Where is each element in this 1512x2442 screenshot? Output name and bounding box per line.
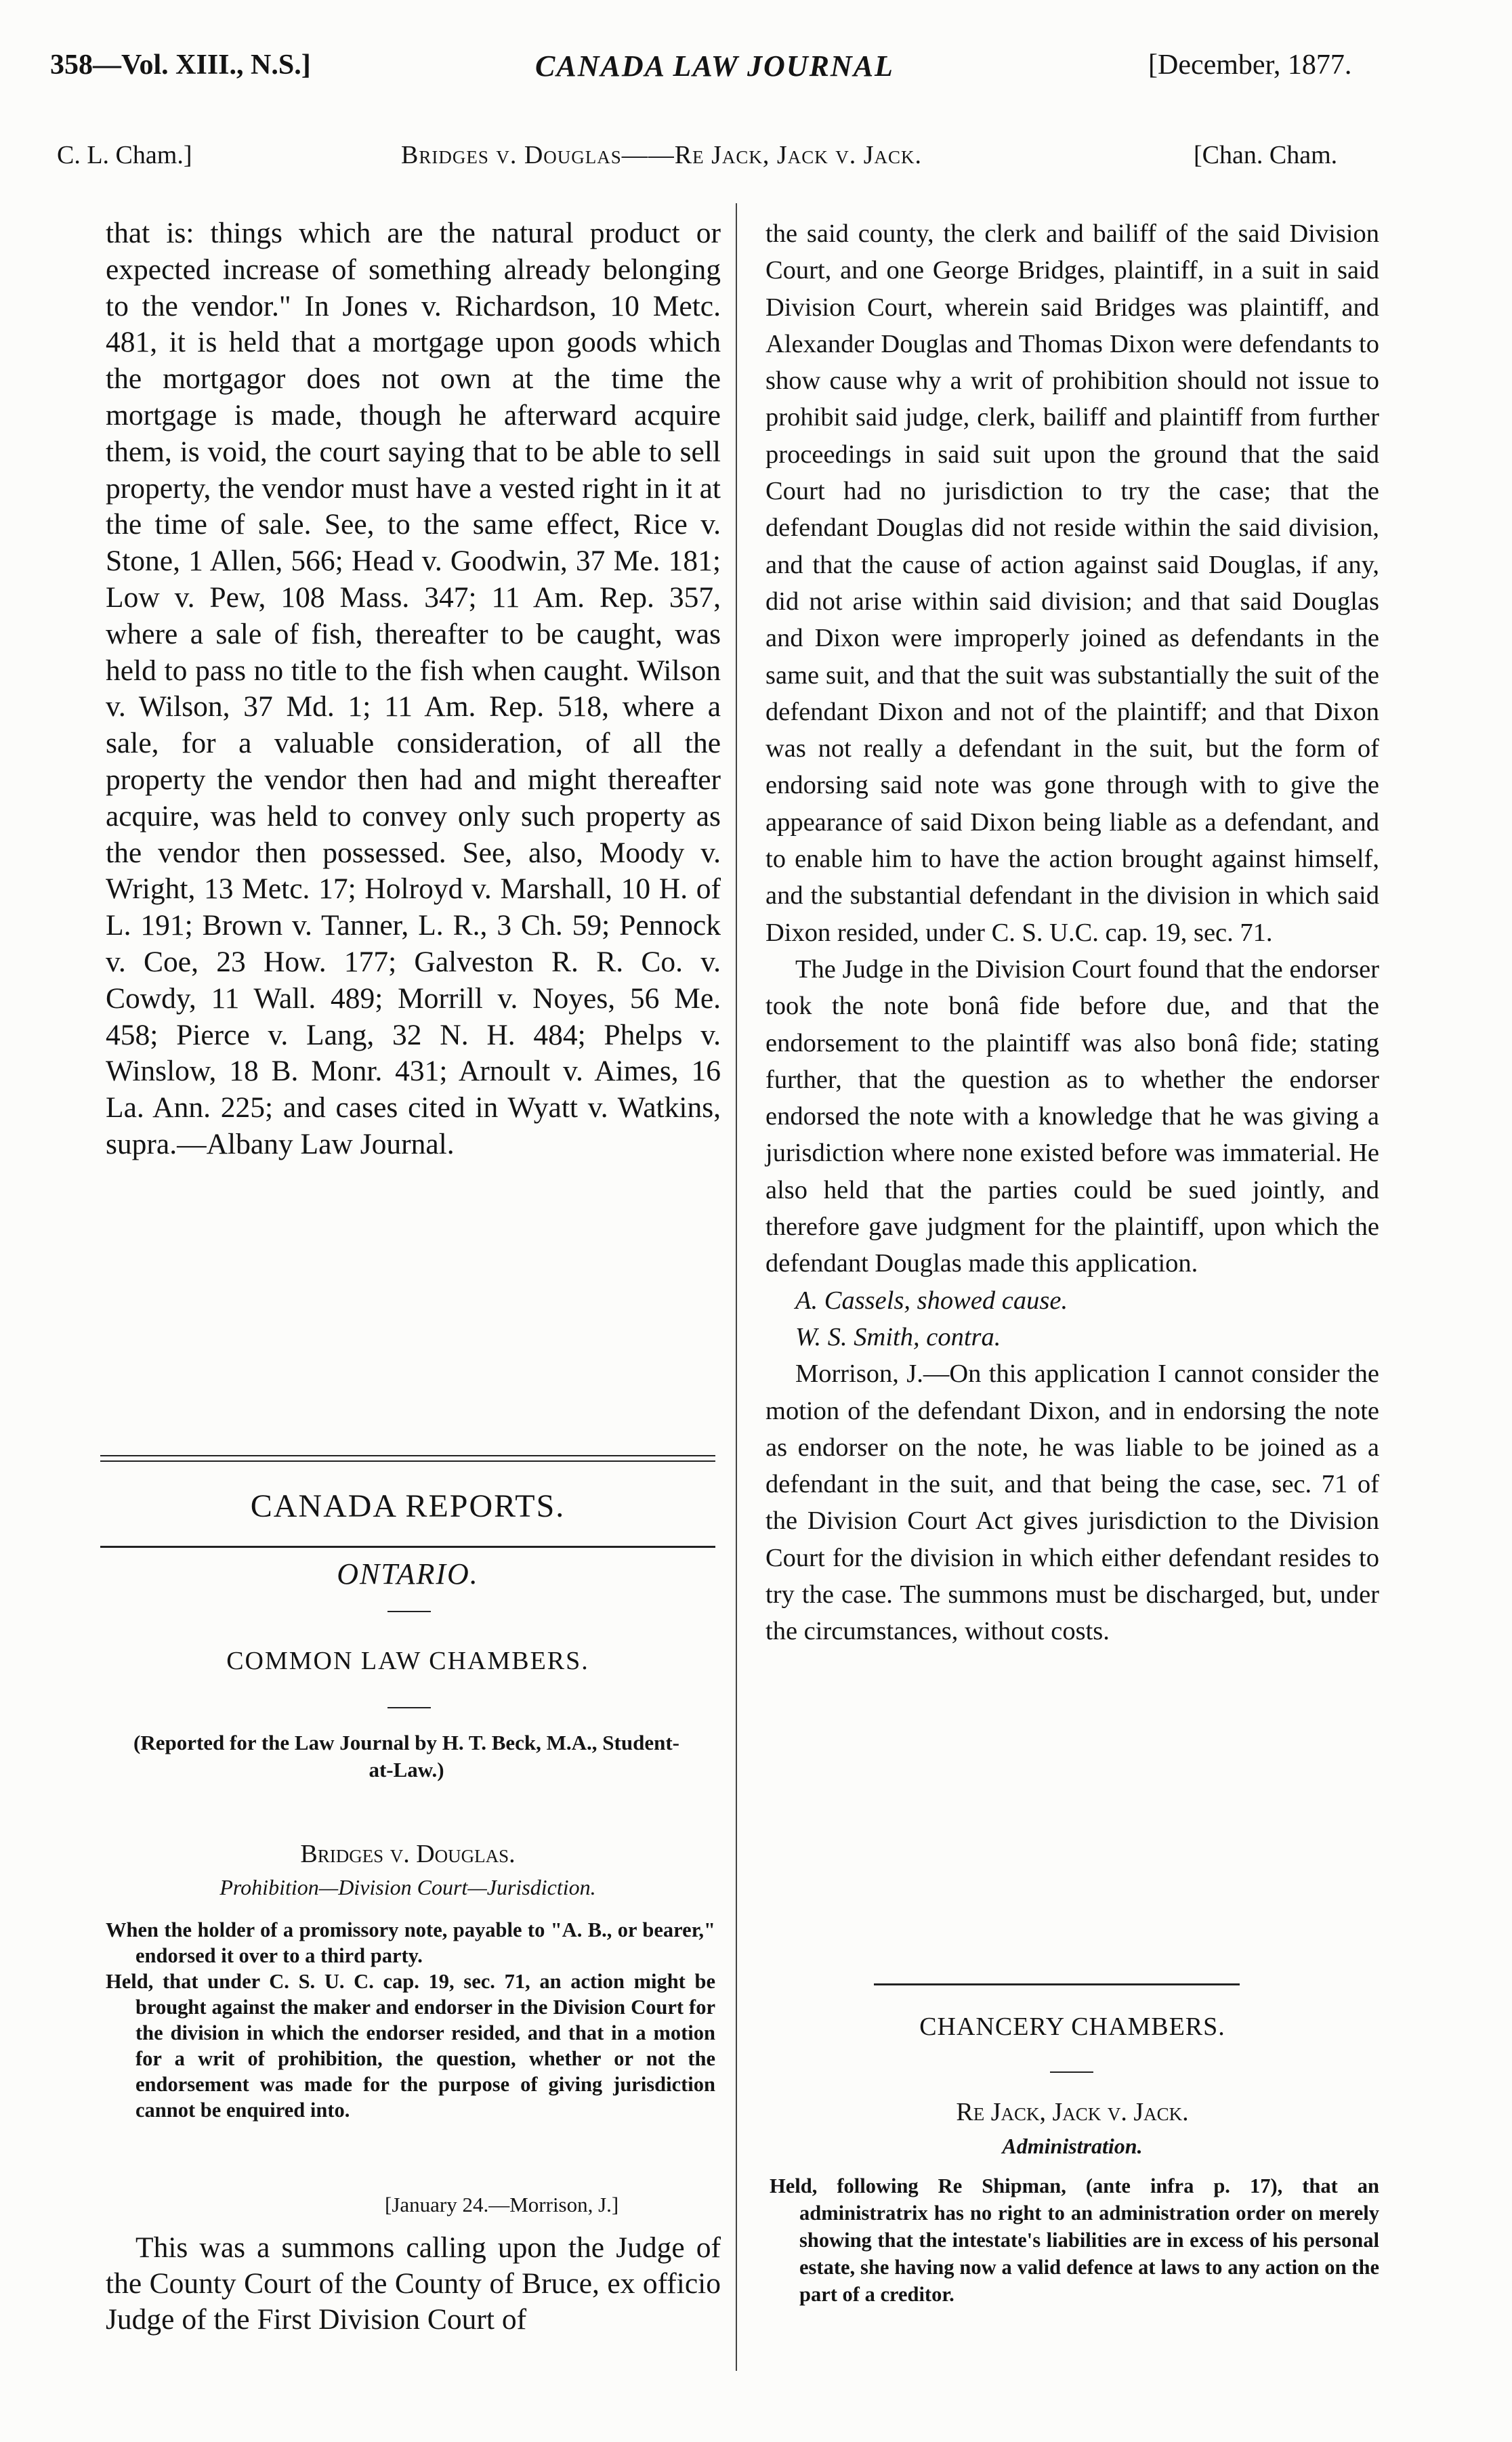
right-para-3: Morrison, J.—On this application I cannot consider the motion of the defendant Dixon, and in endorsing the note as endorser on the note, he was liable to be joined as a defendant in the suit, and that being the case, sec. 71 of the Division Court Act gives jurisdiction to the Division Court for the division in which either defendant resides to try the case. The summons must be discharged, but, under the circumstances, without costs. bbox=[765, 1360, 1379, 1646]
counsel-cassels: A. Cassels, showed cause. bbox=[795, 1286, 1068, 1315]
case-title-bridges: Bridges v. Douglas. bbox=[300, 1840, 516, 1868]
case-title-jack: Re Jack, Jack v. Jack. bbox=[956, 2098, 1189, 2126]
subheader-right: [Chan. Cham. bbox=[1194, 141, 1338, 169]
jack-headnote-text: Held, following Re Shipman, (ante infra p. 17), that an administratrix has no right to an administration order on merely showing that the intestate's liabilities are in excess of his personal estate, she having now a valid defence at laws to any action on the part of a creditor. bbox=[770, 2174, 1379, 2306]
right-para-1: the said county, the clerk and bailiff of the said Division Court, and one George Bridges, plaintiff, in a suit in said Division Court, wherein said Bridges was plaintiff, and Alexander Douglas and Thomas Dixon were defendants to show cause why a writ of prohibition should not issue to prohibit said judge, clerk, bailiff and plaintiff from further proceedings in said suit upon the ground that the said Court had no jurisdiction to try the case; that the defendant Douglas did not reside within the said division, and that the cause of action against said Douglas, if any, did not arise within said division; and that said Douglas and Dixon were improperly joined as defendants in the same suit, and that the suit was substantially the suit of the defendant Dixon and not of the plaintiff; and that Dixon was not really a defendant in the suit, but the form of endorsing said note was gone through with to give the appearance of said Dixon being liable as a defendant, and to enable him to have the action brought against himself, and the substantial defendant in the division in which said Dixon resided, under C. S. U.C. cap. 19, sec. 71. bbox=[765, 219, 1379, 947]
section-rule-double bbox=[100, 1455, 715, 1456]
canada-reports-heading: CANADA REPORTS. bbox=[250, 1488, 566, 1524]
counsel-smith: W. S. Smith, contra. bbox=[795, 1322, 1001, 1351]
section-rule-double-2 bbox=[100, 1460, 715, 1462]
column-divider bbox=[736, 203, 737, 2371]
headnote-2: Held, that under C. S. U. C. cap. 19, sec. 71, an action might be brought against the maker and endorser in the Division Court for the division in which the endorser resided, and that in a motion for a writ of prohibition, the question, whether or not the endorsement was made for the purpose of giving jurisdiction cannot be enquired into. bbox=[106, 1970, 715, 2122]
jack-headnote bbox=[770, 2172, 1379, 2308]
case-caption: Bridges v. Douglas——Re Jack, Jack v. Jack. bbox=[401, 141, 923, 169]
running-header-left: 358—Vol. XIII., N.S.] bbox=[50, 49, 311, 81]
body-start-text: This was a summons calling upon the Judge of the County Court of the County of Bruce, ex officio Judge of the First Division Court of bbox=[106, 2231, 721, 2336]
rule-below-heading bbox=[100, 1546, 715, 1548]
court-heading: COMMON LAW CHAMBERS. bbox=[226, 1647, 589, 1675]
right-column-text bbox=[765, 215, 1379, 1650]
reporter-note: (Reported for the Law Journal by H. T. Beck, M.A., Student-at-Law.) bbox=[133, 1731, 679, 1782]
running-header-date: [December, 1877. bbox=[1148, 49, 1352, 81]
rule-short-2 bbox=[387, 1707, 431, 1708]
subheader-left: C. L. Cham.] bbox=[57, 141, 192, 169]
left-column-quote bbox=[106, 215, 721, 1163]
date-line: [January 24.—Morrison, J.] bbox=[385, 2193, 619, 2216]
province-heading: ONTARIO. bbox=[337, 1557, 479, 1591]
rule-short-1 bbox=[387, 1611, 431, 1612]
headnote-1: When the holder of a promissory note, payable to "A. B., or bearer," endorsed it over to a third party. bbox=[106, 1918, 715, 1967]
journal-title: CANADA LAW JOURNAL bbox=[535, 49, 894, 83]
body-start bbox=[106, 2230, 721, 2338]
chancery-rule bbox=[874, 1983, 1240, 1985]
right-para-2: The Judge in the Division Court found that the endorser took the note bonâ fide before due, and that the endorsement to the plaintiff was also bonâ fide; stating further, that the question as to whether the endorser endorsed the note with a knowledge that he was giving a jurisdiction where none existed before was immaterial. He also held that the parties could be sued jointly, and therefore gave judgment for the plaintiff, upon which the defendant Douglas made this application. bbox=[765, 954, 1379, 1278]
case-subtitle-prohibition: Prohibition—Division Court—Jurisdiction. bbox=[219, 1875, 596, 1899]
headnote-block bbox=[106, 1917, 715, 2123]
quote-paragraph: that is: things which are the natural product or expected increase of something already belonging to the vendor." In Jones v. Richardson, 10 Metc. 481, it is held that a mortgage upon goods which the mortgagor does not own at the time the mortgage is made, though he afterward acquire them, is void, the court saying that to be able to sell property, the vendor must have a vested right in it at the time of sale. See, to the same effect, Rice v. Stone, 1 Allen, 566; Head v. Goodwin, 37 Me. 181; Low v. Pew, 108 Mass. 347; 11 Am. Rep. 357, where a sale of fish, thereafter to be caught, was held to pass no title to the fish when caught. Wilson v. Wilson, 37 Md. 1; 11 Am. Rep. 518, where a sale, for a valuable consideration, of all the property the vendor then had and might thereafter acquire, was held to convey only such property as the vendor then possessed. See, also, Moody v. Wright, 13 Metc. 17; Holroyd v. Marshall, 10 H. of L. 191; Brown v. Tanner, L. R., 3 Ch. 59; Pennock v. Coe, 23 How. 177; Galveston R. R. Co. v. Cowdy, 11 Wall. 489; Morrill v. Noyes, 56 Me. 458; Pierce v. Lang, 32 N. H. 484; Phelps v. Winslow, 18 B. Monr. 431; Arnoult v. Aimes, 16 La. Ann. 225; and cases cited in Wyatt v. Watkins, supra.—Albany Law Journal. bbox=[106, 217, 721, 1160]
case-subtitle-administration: Administration. bbox=[1002, 2134, 1143, 2158]
rule-short-3 bbox=[1050, 2071, 1093, 2073]
chancery-heading: CHANCERY CHAMBERS. bbox=[919, 2013, 1225, 2041]
